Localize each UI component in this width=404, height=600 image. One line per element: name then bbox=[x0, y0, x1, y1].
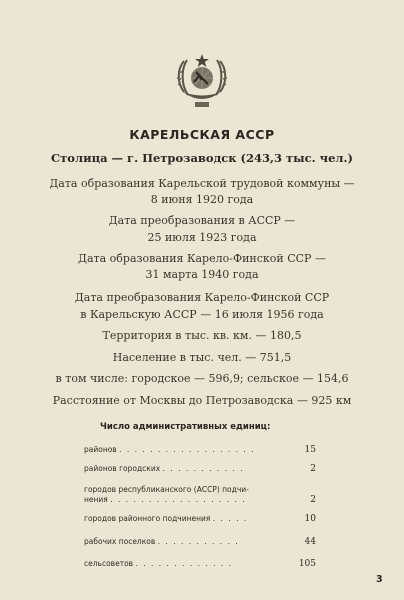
fact-line: 25 июля 1923 года bbox=[147, 231, 257, 244]
admin-unit-value: 10 bbox=[304, 514, 316, 524]
page-number: 3 bbox=[376, 574, 383, 585]
fact-line: 31 марта 1940 года bbox=[145, 268, 259, 281]
fact-line: Дата преобразования в АССР — bbox=[108, 214, 296, 227]
population-line: Население в тыс. чел. — 751,5 bbox=[112, 351, 292, 364]
fact-line: в Карельскую АССР — 16 июля 1956 года bbox=[80, 308, 324, 321]
admin-unit-value: 105 bbox=[298, 559, 316, 569]
territory-line: Территория в тыс. кв. км. — 180,5 bbox=[102, 329, 302, 342]
fact-line: Дата преобразования Карело-Финской ССР bbox=[74, 291, 330, 304]
page-title: КАРЕЛЬСКАЯ АССР bbox=[129, 127, 275, 142]
admin-unit-label: городов республиканского (АССР) подчи- bbox=[84, 485, 249, 494]
coat-of-arms-icon bbox=[174, 52, 230, 110]
admin-unit-label: городов районного подчинения bbox=[84, 514, 211, 523]
book-page: КАРЕЛЬСКАЯ АССР Столица — г. Петрозаводск (243,3 тыс. чел.) Дата образования Карельской трудовой коммуны — 8 июня 1920 года Дата преобразования в АССР — 25 июля 1923 года Дата образования Карело-Финской ССР — 31 марта 1940 года Дата преобразования Карело-Финской ССР в Карельскую АССР — 16 июля 1956 года Территория в тыс. кв. км. — 180,5 Население в тыс. чел. — 751,5 в том числе: городское — 596,9; сельское — 154,6 Расстояние от Москвы до Петрозаводска — 925 км Число административных единиц: районов . . . . . . . . . . . . . . . . . . 15 районов городских . . . . . . . . . . . 2 городов республиканского (АССР) подчи- нения . . . . . . . . . . . . . . . . . . 2 городов районного подчинения . . . . . 10 рабочих поселков . . . . . . . . . . . 44 сельсоветов . . . . . . . . . . . . . 105 3 bbox=[0, 0, 404, 600]
admin-unit-label: сельсоветов bbox=[84, 559, 134, 568]
admin-units-title: Число административных единиц: bbox=[100, 422, 271, 432]
fact-line: Дата образования Карельской трудовой коммуны — bbox=[49, 177, 355, 190]
admin-unit-value: 44 bbox=[304, 537, 316, 547]
fact-line: 8 июня 1920 года bbox=[150, 193, 254, 206]
admin-unit-label: районов городских bbox=[84, 464, 161, 473]
distance-line: Расстояние от Москвы до Петрозаводска — 925 км bbox=[52, 394, 352, 407]
capital-line: Столица — г. Петрозаводск (243,3 тыс. чел.) bbox=[51, 151, 353, 165]
fact-line: Дата образования Карело-Финской ССР — bbox=[78, 252, 326, 265]
admin-unit-label-continued: нения bbox=[84, 495, 108, 504]
admin-unit-label: рабочих поселков bbox=[84, 537, 156, 546]
admin-unit-value: 2 bbox=[310, 464, 316, 474]
admin-unit-value: 2 bbox=[310, 495, 316, 505]
admin-unit-value: 15 bbox=[304, 445, 316, 455]
admin-unit-label: районов bbox=[84, 445, 117, 454]
population-breakdown-line: в том числе: городское — 596,9; сельское — 154,6 bbox=[55, 372, 349, 385]
